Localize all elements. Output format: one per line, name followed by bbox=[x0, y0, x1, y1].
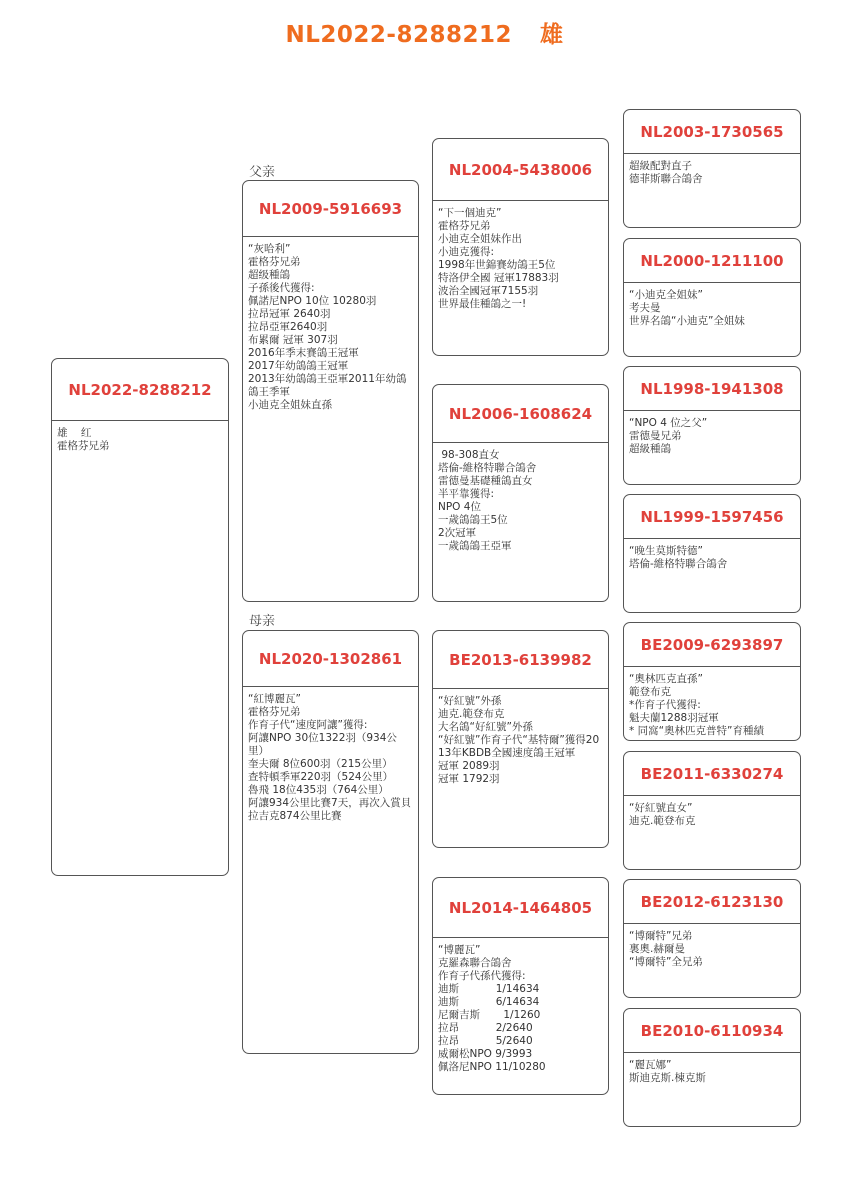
gg-details-5: “奧林匹克直孫” 範登布克 *作育子代獲得: 魁夫蘭1288羽冠軍 * 同窩“奧林匹克普特”育種績 bbox=[629, 673, 764, 737]
gg-ring-8: BE2010-6110934 bbox=[624, 1009, 800, 1053]
gg-details-1: 超級配對直子 德菲斯聯合鴿舍 bbox=[629, 160, 703, 185]
sire-sire-details: “下一個迪克” 霍格芬兄弟 小迪克全姐妹作出 小迪克獲得: 1998年世錦賽幼鴿王5位 特洛伊全國 冠軍17883羽 波治全國冠軍7155羽 世界最佳種鴿之一! bbox=[438, 207, 559, 310]
sire-ring: NL2009-5916693 bbox=[243, 181, 418, 237]
gg-ring-2: NL2000-1211100 bbox=[624, 239, 800, 283]
gg-details-8: “麗瓦娜” 斯迪克斯.棟克斯 bbox=[629, 1059, 706, 1084]
title-sex: 雄 bbox=[540, 22, 564, 48]
sire-dam-ring: NL2006-1608624 bbox=[433, 385, 608, 443]
dam-ring: NL2020-1302861 bbox=[243, 631, 418, 687]
gg-details-3: “NPO 4 位之父” 雷德曼兄弟 超級種鴿 bbox=[629, 417, 708, 455]
dam-dam-details: “博麗瓦” 克羅森聯合鴿舍 作育子代孫代獲得: 迪斯 1/14634 迪斯 6/14634 尼爾吉斯 1/1260 拉昂 2/2640 拉昂 5/2640 威爾松NPO 9/3993 佩洛尼NPO 11/10280 bbox=[438, 944, 546, 1073]
dam-card bbox=[242, 630, 419, 1054]
gg-card-8 bbox=[623, 1008, 801, 1127]
dam-dam-ring: NL2014-1464805 bbox=[433, 878, 608, 938]
mother-label: 母亲 bbox=[249, 614, 276, 629]
page-title bbox=[0, 16, 849, 49]
gg-card-4 bbox=[623, 494, 801, 613]
dam-sire-details: “好紅號”外孫 迪克.範登布克 大名鴿“好紅號”外孫 “好紅號”作育子代“基特爾”獲得2013年KBDB全國速度鴿王冠軍 冠軍 2089羽 冠軍 1792羽 bbox=[438, 695, 600, 785]
gg-ring-3: NL1998-1941308 bbox=[624, 367, 800, 411]
gg-card-2 bbox=[623, 238, 801, 357]
gg-card-3 bbox=[623, 366, 801, 485]
sire-sire-card bbox=[432, 138, 609, 356]
sire-dam-card bbox=[432, 384, 609, 602]
gg-details-6: “好紅號直女” 迪克.範登布克 bbox=[629, 802, 696, 827]
gg-ring-4: NL1999-1597456 bbox=[624, 495, 800, 539]
gg-details-2: “小迪克全姐妹” 考夫曼 世界名鴿“小迪克”全姐妹 bbox=[629, 289, 745, 327]
gg-card-1 bbox=[623, 109, 801, 228]
gg-card-5 bbox=[623, 622, 801, 741]
subject-card bbox=[51, 358, 229, 876]
gg-ring-6: BE2011-6330274 bbox=[624, 752, 800, 796]
sire-card bbox=[242, 180, 419, 602]
subject-details: 雄 红 霍格芬兄弟 bbox=[57, 427, 110, 452]
subject-ring: NL2022-8288212 bbox=[52, 359, 228, 421]
gg-ring-1: NL2003-1730565 bbox=[624, 110, 800, 154]
gg-ring-7: BE2012-6123130 bbox=[624, 880, 800, 924]
sire-dam-details: 98-308直女 塔倫-維格特聯合鴿舍 雷德曼基礎種鴿直女 半平靠獲得: NPO 4位 一歲鴿鴿王5位 2次冠軍 一歲鴿鴿王亞軍 bbox=[438, 449, 537, 552]
gg-details-4: “晚生莫斯特德” 塔倫-維格特聯合鴿舍 bbox=[629, 545, 728, 570]
gg-ring-5: BE2009-6293897 bbox=[624, 623, 800, 667]
father-label: 父亲 bbox=[249, 165, 276, 180]
sire-details: “灰哈利” 霍格芬兄弟 超级種鴿 子孫後代獲得: 佩諾尼NPO 10位 10280羽 拉昂冠軍 2640羽 拉昂亞軍2640羽 布累爾 冠軍 307羽 2016年季末賽鴿王冠軍 2017年幼鴿鴿王冠軍 2013年幼鴿鴿王亞軍2011年幼鴿鴿王季軍 小迪克全姐妹直孫 bbox=[248, 243, 407, 411]
sire-sire-ring: NL2004-5438006 bbox=[433, 139, 608, 201]
gg-card-6 bbox=[623, 751, 801, 870]
gg-card-7 bbox=[623, 879, 801, 998]
gg-details-7: “博爾特”兄弟 裏奧.赫爾曼 “博爾特”全兄弟 bbox=[629, 930, 703, 968]
dam-sire-ring: BE2013-6139982 bbox=[433, 631, 608, 689]
dam-details: “紅博麗瓦” 霍格芬兄弟 作育子代“速度阿讓”獲得: 阿讓NPO 30位1322羽（934公里） 奎夫爾 8位600羽（215公里） 查特頓季軍220羽（524公里） 魯飛 18位435羽（764公里） 阿讓934公里比賽7天，再次入賞貝拉吉克874公里比賽 bbox=[248, 693, 412, 822]
dam-dam-card bbox=[432, 877, 609, 1095]
dam-sire-card bbox=[432, 630, 609, 848]
title-ring: NL2022-8288212 bbox=[285, 22, 512, 48]
